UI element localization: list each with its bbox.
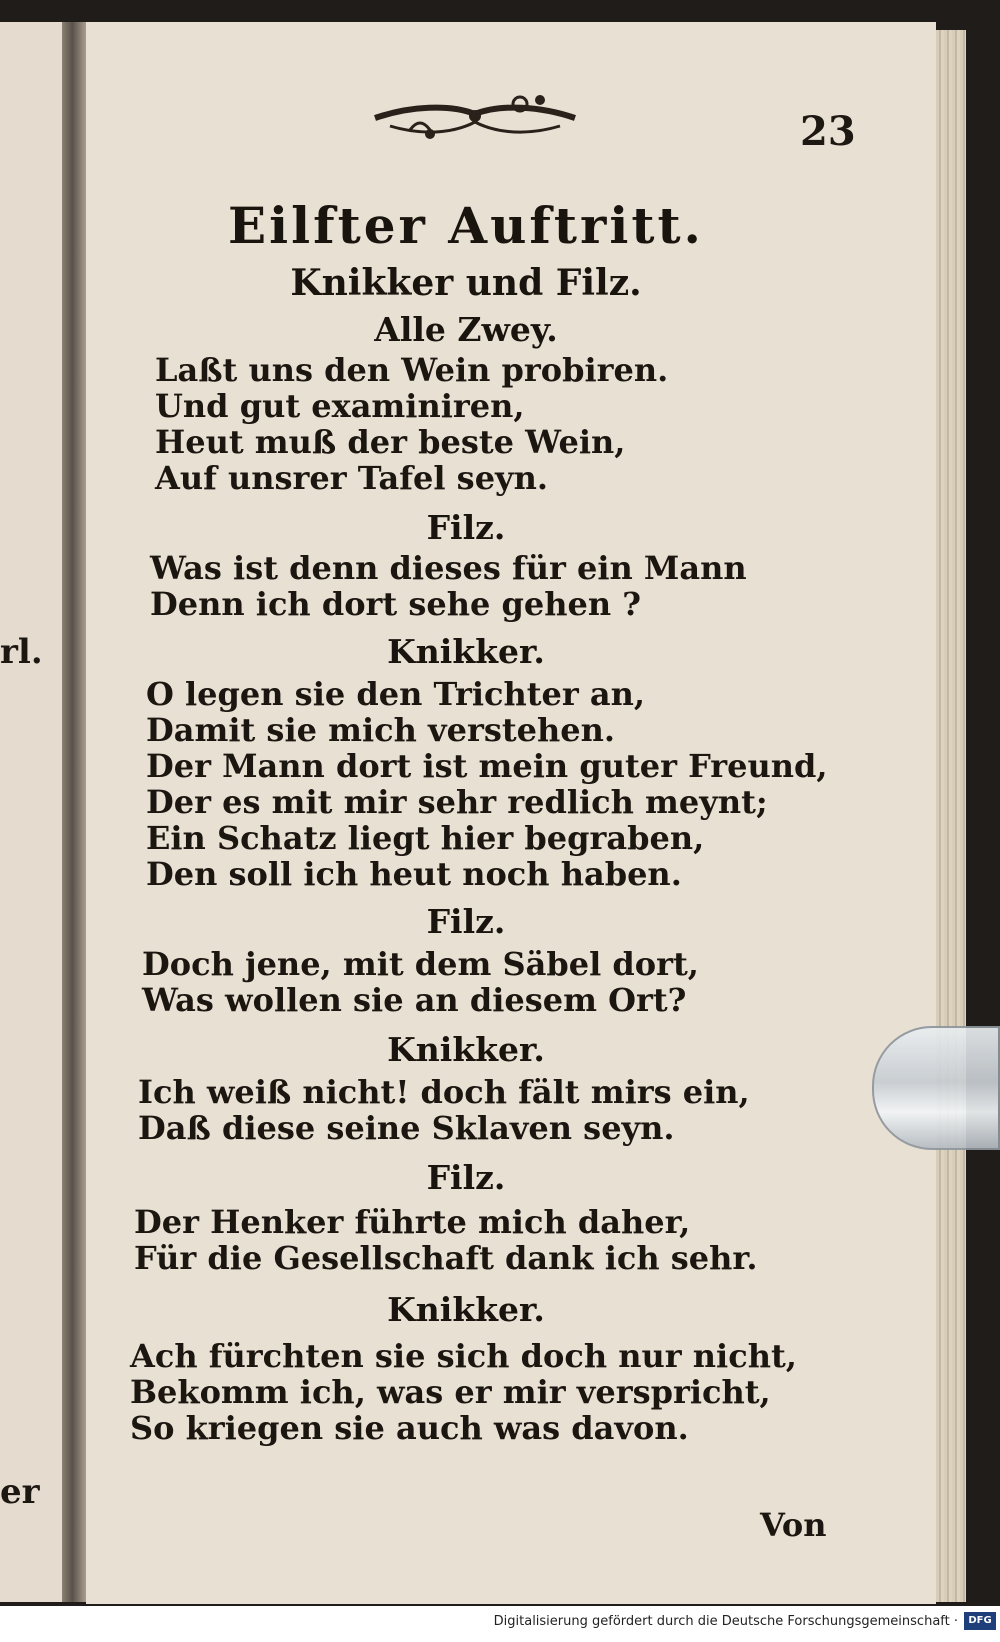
verse-line: Daß diese seine Sklaven seyn. [138,1109,675,1147]
ornament-vignette [370,86,580,152]
verse-line: Was ist denn dieses für ein Mann [150,549,747,587]
verse-line: Der Mann dort ist mein guter Freund, [146,747,828,785]
speaker-heading: Knikker. [387,1290,545,1329]
speaker-heading: Filz. [426,1158,506,1197]
verse-line: Was wollen sie an diesem Ort? [142,981,687,1019]
speaker-heading: Filz. [426,508,506,547]
page-clip [872,1026,1000,1150]
dfg-logo: DFG [964,1612,996,1630]
verse-line: Bekomm ich, was er mir verspricht, [130,1373,771,1411]
verse-line: So kriegen sie auch was davon. [130,1409,689,1447]
characters-heading: Knikker und Filz. [290,262,642,304]
verse-line: Den soll ich heut noch haben. [146,855,682,893]
catchword: Von [760,1506,827,1544]
verse-line: Heut muß der beste Wein, [155,423,626,461]
book-gutter [62,22,88,1602]
left-page-fragment: rl. [0,632,43,672]
verse-line: Auf unsrer Tafel seyn. [155,459,549,497]
verse-line: Ein Schatz liegt hier begraben, [146,819,705,857]
left-page-edge [0,22,70,1602]
footer-bar [0,1606,1000,1642]
scene-title: Eilfter Auftritt. [228,196,704,255]
left-page-fragment: er [0,1472,40,1512]
verse-line: Der Henker führte mich daher, [134,1203,691,1241]
speaker-heading: Knikker. [387,632,545,671]
verse-line: O legen sie den Trichter an, [146,675,646,713]
footer-credit: Digitalisierung gefördert durch die Deutsche Forschungsgemeinschaft · [493,1614,958,1629]
verse-line: Für die Gesellschaft dank ich sehr. [134,1239,758,1277]
verse-line: Ach fürchten sie sich doch nur nicht, [130,1337,797,1375]
speaker-heading: Filz. [426,902,506,941]
verse-line: Doch jene, mit dem Säbel dort, [142,945,699,983]
page-number: 23 [800,108,856,155]
speaker-heading: Knikker. [387,1030,545,1069]
verse-line: Denn ich dort sehe gehen ? [150,585,641,623]
verse-line: Damit sie mich verstehen. [146,711,615,749]
speaker-heading: Alle Zwey. [374,310,558,349]
verse-line: Laßt uns den Wein probiren. [155,351,669,389]
verse-line: Ich weiß nicht! doch fält mirs ein, [138,1073,750,1111]
verse-line: Der es mit mir sehr redlich meynt; [146,783,768,821]
verse-line: Und gut examiniren, [155,387,525,425]
page-edges [936,30,966,1602]
